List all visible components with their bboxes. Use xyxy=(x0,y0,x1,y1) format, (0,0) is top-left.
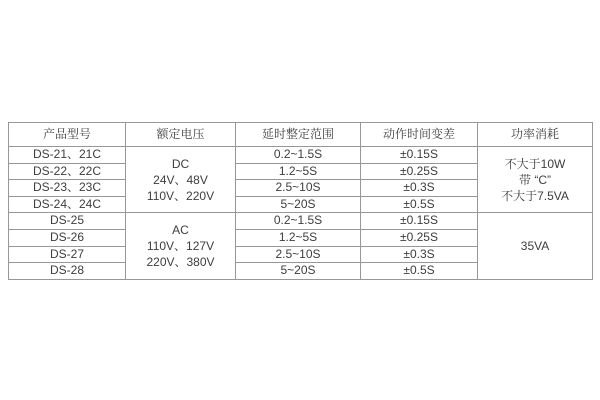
range-cell: 1.2~5S xyxy=(236,163,361,180)
voltage-line: 220V、380V xyxy=(146,255,215,270)
variation-cell: ±0.25S xyxy=(361,163,478,180)
power-cell-dc xyxy=(478,147,593,213)
table-row xyxy=(9,147,593,164)
model-cell: DS-26 xyxy=(9,229,126,246)
range-cell: 0.2~1.5S xyxy=(236,147,361,164)
spec-table xyxy=(8,122,593,280)
variation-cell: ±0.15S xyxy=(361,213,478,230)
voltage-line: 24V、48V xyxy=(153,172,208,187)
variation-cell: ±0.5S xyxy=(361,263,478,280)
header-product-model: 产品型号 xyxy=(9,123,126,147)
voltage-line: DC xyxy=(171,156,190,171)
table-row xyxy=(9,213,593,230)
voltage-line: AC xyxy=(172,223,189,238)
model-cell: DS-21、21C xyxy=(9,147,126,164)
header-rated-voltage: 额定电压 xyxy=(126,123,236,147)
model-cell: DS-28 xyxy=(9,263,126,280)
power-line: 35VA xyxy=(520,239,550,254)
power-line: 不大于7.5VA xyxy=(501,188,569,203)
power-line: 不大于10W xyxy=(504,156,566,171)
variation-cell: ±0.3S xyxy=(361,180,478,197)
model-cell: DS-22、22C xyxy=(9,163,126,180)
power-cell-ac xyxy=(478,213,593,279)
voltage-line: 110V、127V xyxy=(146,239,215,254)
voltage-line: 110V、220V xyxy=(146,188,215,203)
range-cell: 2.5~10S xyxy=(236,246,361,263)
header-power-consumption: 功率消耗 xyxy=(478,123,593,147)
voltage-cell-dc xyxy=(126,147,236,213)
model-cell: DS-25 xyxy=(9,213,126,230)
range-cell: 5~20S xyxy=(236,263,361,280)
variation-cell: ±0.25S xyxy=(361,229,478,246)
model-cell: DS-24、24C xyxy=(9,196,126,213)
voltage-cell-ac xyxy=(126,213,236,279)
range-cell: 5~20S xyxy=(236,196,361,213)
model-cell: DS-27 xyxy=(9,246,126,263)
range-cell: 0.2~1.5S xyxy=(236,213,361,230)
header-row xyxy=(9,123,593,147)
header-delay-setting-range: 延时整定范围 xyxy=(236,123,361,147)
power-line: 带 “C” xyxy=(519,172,551,187)
variation-cell: ±0.3S xyxy=(361,246,478,263)
variation-cell: ±0.15S xyxy=(361,147,478,164)
range-cell: 2.5~10S xyxy=(236,180,361,197)
variation-cell: ±0.5S xyxy=(361,196,478,213)
header-action-time-variation: 动作时间变差 xyxy=(361,123,478,147)
model-cell: DS-23、23C xyxy=(9,180,126,197)
range-cell: 1.2~5S xyxy=(236,229,361,246)
